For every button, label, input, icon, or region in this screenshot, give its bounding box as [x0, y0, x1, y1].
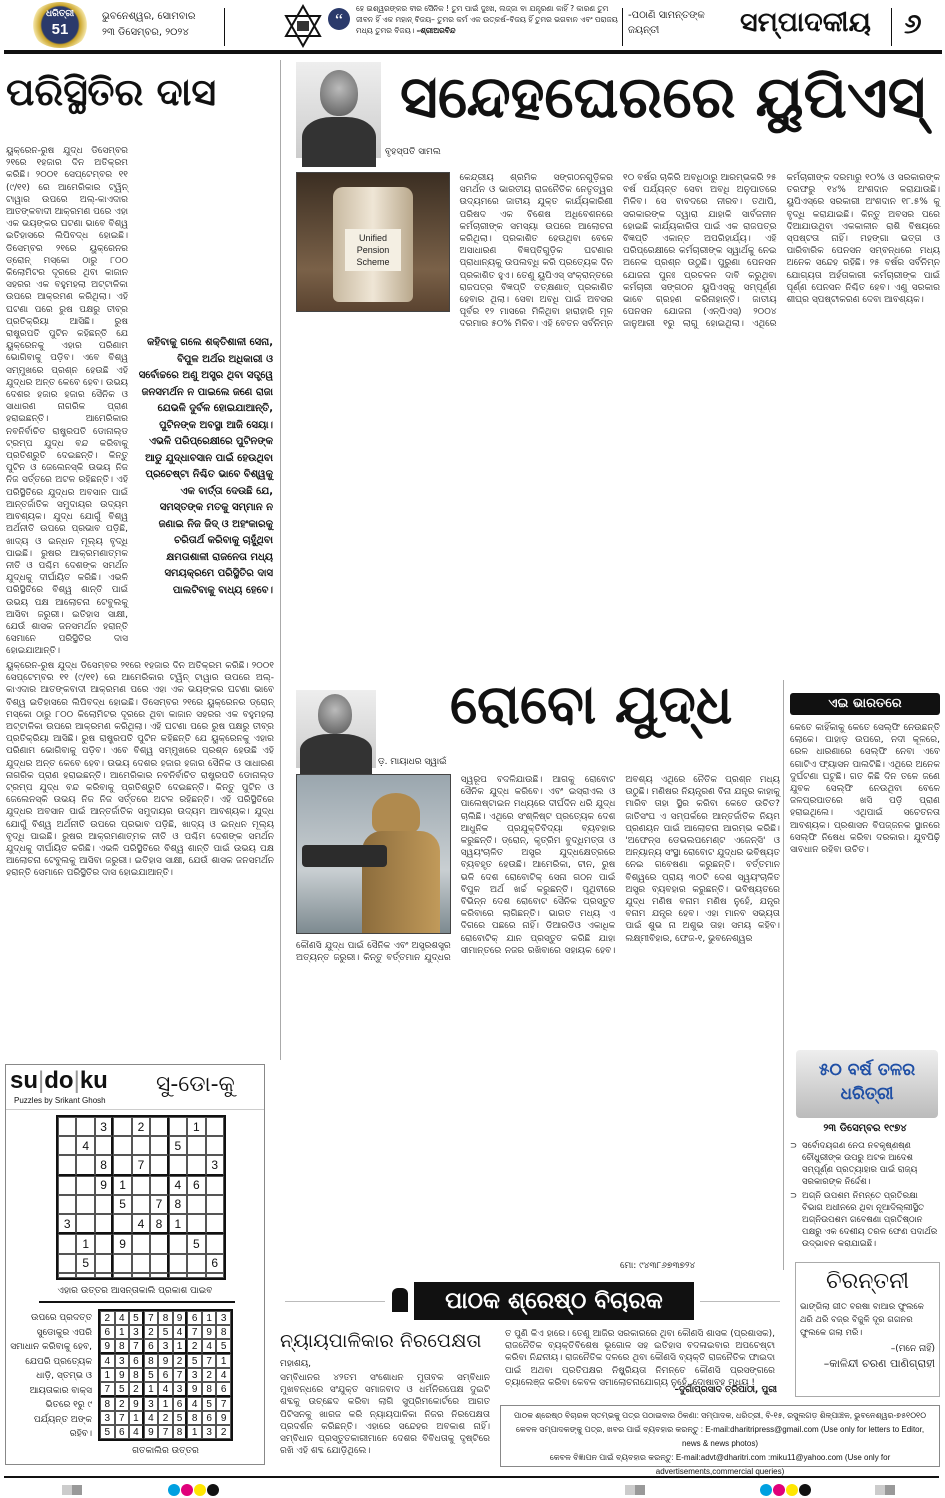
sudoku-cell: 7: [144, 1311, 159, 1325]
editorial-pullquote: କହିବାକୁ ଗଲେ ଶକ୍ତିଶାଳୀ ସେନା, ବିପୁଳ ଅର୍ଥର ଅଧିକାରୀ ଓ ସର୍ବୋଚ୍ଚରେ ଅଣୁ ଅସ୍ତ୍ର ଥିବା ସତ୍ତ୍ୱେ ଜନସମର୍ଥନ ନ ପାଇଲେ ଜଣେ ରାଜା ଯେଭଳି ଦୁର୍ବଳ ହୋଇଯାଆନ୍ତି, ପୁଟିନଙ୍କ ଅବସ୍ଥା ଆଜି ସେୟା। ଏଭଳି ପରିପ୍ରେକ୍ଷୀରେ ପୁଟିନଙ୍କ ଆଡୁ ଯୁଦ୍ଧାବସାନ ପାଇଁ ହେଉଥିବା ପ୍ରଚେଷ୍ଟା ନିଶ୍ଚିତ ଭାବେ ବିଶ୍ୱକୁ ଏକ ବାର୍ତ୍ତା ଦେଉଛି ଯେ, ସମସ୍ତଙ୍କ ମତକୁ ସମ୍ମାନ ନ ଜଣାଇ ନିଜ ଜିଦ୍ ଓ ଅହଂକାରକୁ ଚରିତାର୍ଥ କରିବାକୁ ଚାହୁଁଥିବା କ୍ଷମତାଶାଳୀ ରାଜନେତା ମଧ୍ୟ ସମୟକ୍ରମେ ପରିସ୍ଥିତିର ଦାସ ପାଲଟିବାକୁ ବାଧ୍ୟ ହେବେ।: [138, 337, 273, 596]
issue-date: ୨୩ ଡିସେମ୍ବର, ୨୦୨୪: [102, 27, 189, 38]
soldier-helmet: [372, 793, 420, 833]
sudoku-cell: 5: [187, 1234, 205, 1253]
dharitri-51-logo: [30, 2, 90, 48]
sudoku-cell: 9: [158, 1354, 173, 1368]
sudoku-cell: 1: [187, 1425, 202, 1439]
sudoku-cell: 5: [169, 1136, 187, 1155]
sudoku-cell: 3: [95, 1117, 113, 1136]
registration-mark: [875, 1485, 895, 1495]
magenta-dot: [181, 1484, 193, 1496]
sudoku-cell: 1: [216, 1354, 231, 1368]
ei-bharatare-title: ଏଇ ଭାରତରେ: [828, 696, 902, 711]
cyan-dot: [760, 1484, 772, 1496]
sudoku-cell: 3: [144, 1397, 159, 1411]
sudoku-cell: 8: [202, 1382, 217, 1397]
sudoku-cell: 3: [115, 1354, 130, 1368]
sudoku-cell: 7: [173, 1368, 188, 1382]
dharitri-50-date: ୨୩ ଡିସେମ୍ବର ୧୯୭୪: [823, 1123, 907, 1134]
letters-rule-left: [285, 1301, 385, 1302]
sudoku-cell: [132, 1234, 150, 1253]
sudoku-cell: 5: [173, 1411, 188, 1425]
sudoku-cell: 4: [100, 1354, 115, 1368]
daily-quote: [356, 3, 618, 36]
news-item-text: ସର୍ବୋଦୟଗଣ ନେତା ନବକୃଷ୍ଣଷ୍ଣ ଚୌଧୁରୀଙ୍କ ଉପରୁ ଅଟକ ଆଦେଶ ସମ୍ପୂର୍ଣ୍ଣ ପ୍ରତ୍ୟାହାର ପାଇଁ ରାଜ୍ୟ ସରକାରଙ୍କ ନିର୍ଦ୍ଦେଶ।: [802, 1141, 918, 1187]
sudoku-cell: [113, 1136, 131, 1155]
robot-soldier-image: [296, 774, 451, 934]
sudoku-cell: 3: [187, 1368, 202, 1382]
sudoku-cell: 2: [173, 1354, 188, 1368]
sudoku-cell: 9: [113, 1234, 131, 1253]
editorial-body: ୟୁକ୍ରେନ-ରୁଷ ଯୁଦ୍ଧ ଡିସେମ୍ବର ୨୧ରେ ୧ହଜାର ଦିନ ଅତିକ୍ରମ କରିଛି। ୨୦୦୧ ସେପ୍ଟେମ୍ବର ୧୧ (୯/୧୧) ରେ ଆମେରିକାର ଟ୍ୱିନ୍ ଟାୱାର ଉପରେ ଅଲ୍-କାଏଦାର ଆତଙ୍କବାଦୀ ଆକ୍ରମଣ ପରେ ଏହା ଏକ ଭୟଙ୍କର ଘଟଣା ଭାବେ ବିଶ୍ୱ ଇତିହାସରେ ଲିପିବଦ୍ଧ ହୋଇଛି। ଡିସେମ୍ବର ୨୧ରେ ୟୁକ୍ରେନର ଡ୍ରୋନ୍ ମସ୍କୋ ଠାରୁ ୮୦୦ କିଲୋମିଟର ଦୂରରେ ଥିବା କାଜାନ ସହରର ଏକ ବହୁମହଲା ଅଟ୍ଟାଳିକା ଉପରେ ଆକ୍ରମଣ କରିଥିଲା। ଏହି ଘଟଣା ପରେ ରୁଷ ପକ୍ଷରୁ ତୀବ୍ର ପ୍ରତିକ୍ରିୟା ଆସିଛି। ରୁଷ ରାଷ୍ଟ୍ରପତି ପୁଟିନ କହିଛନ୍ତି ଯେ ୟୁକ୍ରେନକୁ ଏହାର ପରିଣାମ ଭୋଗିବାକୁ ପଡ଼ିବ। ଏବେ ବିଶ୍ୱ ସମ୍ମୁଖରେ ପ୍ରଶ୍ନ ହେଉଛି ଏହି ଯୁଦ୍ଧର ଅନ୍ତ କେବେ ହେବ। ଉଭୟ ଦେଶର ହଜାର ହଜାର ସୈନିକ ଓ ସାଧାରଣ ନାଗରିକ ପ୍ରାଣ ହରାଇଛନ୍ତି। ଆମେରିକାର ନବନିର୍ବାଚିତ ରାଷ୍ଟ୍ରପତି ଡୋନାଲ୍ଡ ଟ୍ରମ୍ପ ଯୁଦ୍ଧ ବନ୍ଦ କରିବାକୁ ପ୍ରତିଶ୍ରୁତି ଦେଇଛନ୍ତି। କିନ୍ତୁ ପୁଟିନ ଓ ଜେଲେନସ୍କି ଉଭୟ ନିଜ ନିଜ ସର୍ତ୍ତରେ ଅଟଳ ରହିଛନ୍ତି। ଏହି ପରିସ୍ଥିତିରେ ଯୁଦ୍ଧର ଅବସାନ ପାଇଁ ଆନ୍ତର୍ଜାତିକ ସମୁଦାୟର ଉଦ୍ୟମ ଆବଶ୍ୟକ। ଯୁଦ୍ଧ ଯୋଗୁଁ ବିଶ୍ୱ ଅର୍ଥନୀତି ଉପରେ ପ୍ରଭାବ ପଡ଼ିଛି, ଖାଦ୍ୟ ଓ ଇନ୍ଧନ ମୂଲ୍ୟ ବୃଦ୍ଧି ପାଇଛି। ରୁଷର ଆକ୍ରମଣାତ୍ମକ ନୀତି ଓ ପଶ୍ଚିମ ଦେଶଙ୍କ ସମର୍ଥନ ଯୁଦ୍ଧକୁ ଦୀର୍ଘାୟିତ କରିଛି। ଏଭଳି ପରିସ୍ଥିତିରେ ବିଶ୍ୱ ଶାନ୍ତି ପାଇଁ ଉଭୟ ପକ୍ଷ ଆଲୋଚନା ଟେବୁଲକୁ ଆସିବା ଜରୁରୀ। ଇତିହାସ ସାକ୍ଷୀ, ଯେଉଁ ଶାସକ ଜନସମର୍ଥନ ହରାନ୍ତି ସେମାନେ ପରିସ୍ଥିତିର ଦାସ ହୋଇଯାଆନ୍ତି।: [6, 146, 128, 657]
sudoku-cell: 6: [173, 1397, 188, 1411]
sudoku-title-en: su|do|ku: [10, 1067, 108, 1094]
sudoku-cell: 7: [115, 1411, 130, 1425]
sudoku-title-odia: ସୁ-ଡୋ-କୁ: [156, 1072, 235, 1097]
sudoku-cell: 7: [129, 1339, 144, 1354]
yellow-dot: [786, 1484, 798, 1496]
sudoku-cell: [95, 1195, 113, 1214]
address-line: ପାଠକ ଶ୍ରେଷ୍ଠ ବିଚାରକ ସ୍ତମ୍ଭକୁ ପତ୍ର ପଠାଇବାର ଠିକଣା: ସମ୍ପାଦକ, ଧରିତ୍ରୀ, ବି-୧୫, ରସୁଲଗଡ଼ ଶିଳ୍ପାଞ୍ଚଳ, ଭୁବନେଶ୍ୱର-୭୫୧୦୧୦: [514, 1411, 926, 1420]
sudoku-cell: 8: [216, 1325, 231, 1339]
dharitri-50-list: [790, 1140, 940, 1250]
robo-phone: ମୋ: ୯୪୩୮୬୭୩୭୨୪: [620, 1261, 696, 1271]
news-item: [790, 1190, 940, 1250]
letter-title: ନ୍ୟାୟପାଳିକାର ନିରପେକ୍ଷତା: [280, 1330, 482, 1352]
quote-mark-icon: “: [328, 8, 350, 30]
sudoku-cell: [95, 1234, 113, 1253]
sudoku-cell: 5: [76, 1254, 94, 1273]
registration-mark: [62, 1485, 82, 1495]
sudoku-cell: [76, 1117, 94, 1136]
sudoku-cell: [95, 1254, 113, 1273]
sudoku-cell: 3: [216, 1311, 231, 1325]
chirantani-source: –(ମନେ ନାହିଁ): [890, 1344, 935, 1354]
weapon: [302, 845, 387, 867]
sudoku-cell: [187, 1155, 205, 1175]
magenta-dot: [773, 1484, 785, 1496]
sudoku-cell: [95, 1273, 113, 1278]
divider: [891, 8, 892, 46]
sudoku-cell: 9: [216, 1411, 231, 1425]
sudoku-cell: 2: [216, 1425, 231, 1439]
sudoku-cell: [95, 1136, 113, 1155]
ups-body: କେନ୍ଦ୍ରୀୟ ଶ୍ରମିକ ସଙ୍ଗଠନଗୁଡ଼ିକର ସମର୍ଥନ ଓ ଭାରତୀୟ ରାଜନୈତିକ ନେତୃତ୍ୱର ଉଦ୍ୟମରେ ଜାତୀୟ ଯୁକ୍ତ କାର୍ଯ୍ୟକାରିଣୀ ପରିଷଦ ଏକ ବିଶେଷ ଅଧିବେଶନରେ କର୍ମଚାରୀଙ୍କ ସମସ୍ୟା ଉପରେ ଆଲୋଚନା କରିଥିଲା। ପ୍ରକାଶିତ ହେଉଥିବା ବେଳେ ଅସାଧାରଣ ବିଜ୍ଞପ୍ତିଗୁଡ଼ିକ ଘଟଣାର ପ୍ରାଧାନ୍ୟକୁ ଉପଲବ୍ଧି କରି ପ୍ରତ୍ୟେକ ଦିନ ପ୍ରକାଶିତ ହୁଏ। ତେଣୁ ୟୁପିଏସ୍ ସଂକ୍ରାନ୍ତରେ ରାଜପତ୍ର ବିଜ୍ଞପ୍ତି ତତ୍କ୍ଷଣାତ୍ ପ୍ରକାଶିତ ହେବାର ଥିଲା। ସେବା ଅବଧି ପାଇଁ ଅବସର ପୂର୍ବର ୧୨ ମାସରେ ମିଳିଥିବା ହାରାହାରି ମୂଳ ଦରମାର ୫୦% ମିଳିବ। ଏହି ବେତନ ସର୍ବନିମ୍ନ ୧୦ ବର୍ଷର ଚାକିରି ଅବଧିଠାରୁ ଆରମ୍ଭକରି ୨୫ ବର୍ଷ ପର୍ଯ୍ୟନ୍ତ ସେବା ଅବଧି ଅନୁପାତରେ ମିଳିବ। ସେ ବାବଦରେ ନୀରବ। ତଥାପି, ସରକାରଙ୍କ ଦ୍ୱାରା ଯାହାକି ସାର୍ବଜନୀନ ହୋଇଛି କାର୍ଯ୍ୟକାରିତା ପାଇଁ ଏକ ରାଜପତ୍ର ବିଜ୍ଞପ୍ତି ଏକାନ୍ତ ଅପରିହାର୍ଯ୍ୟ। ଏହି ପରିପ୍ରେକ୍ଷୀରେ କର୍ମଚାରୀଙ୍କ ସ୍ୱାର୍ଥକୁ ନେଇ ଅନେକ ପ୍ରଶ୍ନ ଉଠୁଛି। ପୁରୁଣା ପେନସନ ଯୋଜନା ପୁନଃ ପ୍ରଚଳନ ଦାବି କରୁଥିବା କର୍ମଚାରୀ ସଙ୍ଗଠନ ୟୁପିଏସ୍କୁ ସମ୍ପୂର୍ଣ୍ଣ ଭାବେ ଗ୍ରହଣ କରିନାହାନ୍ତି। ଜାତୀୟ ପେନସନ ଯୋଜନା (ଏନ୍ପିଏସ୍) ୨୦୦୪ ଜାନୁଆରୀ ୧ରୁ ଲାଗୁ ହୋଇଥିଲା। ଏଥିରେ କର୍ମଚାରୀଙ୍କ ଦରମାରୁ ୧୦% ଓ ସରକାରଙ୍କ ତରଫରୁ ୧୪% ଅଂଶଦାନ କରାଯାଉଛି। ୟୁପିଏସ୍ରେ ସରକାରୀ ଅଂଶଦାନ ୧୮.୫% କୁ ବୃଦ୍ଧି କରାଯାଇଛି। କିନ୍ତୁ ଅବସର ପରେ ଦିଆଯାଉଥିବା ଏକକାଳୀନ ରାଶି ବିଷୟରେ ସ୍ପଷ୍ଟତା ନାହିଁ। ମହଙ୍ଗା ଭତ୍ତା ଓ ପାରିବାରିକ ପେନସନ ସମ୍ବନ୍ଧରେ ମଧ୍ୟ ଅନେକ ସନ୍ଦେହ ରହିଛି। ୨୫ ବର୍ଷର ସର୍ବନିମ୍ନ ଯୋଗ୍ୟତା ଅର୍ହତାକାରୀ କର୍ମଚାରୀଙ୍କ ପାଇଁ ପୂର୍ଣ୍ଣ ପେନସନ ନିଶ୍ଚିତ ହେବ। ଏଣୁ ସରକାର ଶୀଘ୍ର ସ୍ପଷ୍ଟୀକରଣ ଦେବା ଆବଶ୍ୟକ।: [459, 173, 940, 330]
sudoku-cell: 5: [202, 1397, 217, 1411]
sudoku-cell: 5: [129, 1311, 144, 1325]
sudoku-cell: [95, 1214, 113, 1234]
star-emblem-icon: [283, 4, 323, 48]
sudoku-cell: [169, 1234, 187, 1253]
sudoku-cell: 7: [150, 1195, 168, 1214]
sudoku-cell: 8: [173, 1425, 188, 1439]
sudoku-cell: 2: [129, 1382, 144, 1397]
sudoku-cell: [132, 1136, 150, 1155]
sudoku-cell: [150, 1117, 168, 1136]
quote-author: –ଶ୍ରୀଅରବିନ୍ଦ: [416, 26, 456, 35]
sudoku-cell: 9: [115, 1368, 130, 1382]
sudoku-cell: 2: [144, 1325, 159, 1339]
letter-salutation: ମହାଶୟ,: [280, 1359, 312, 1369]
masthead-rule: [4, 50, 942, 54]
sudoku-cell: 9: [144, 1425, 159, 1439]
sudoku-cell: 1: [100, 1368, 115, 1382]
sudoku-cell: [206, 1273, 224, 1278]
sudoku-cell: 6: [144, 1339, 159, 1354]
sudoku-cell: 9: [173, 1311, 188, 1325]
sudoku-cell: [187, 1214, 205, 1234]
sudoku-cell: 1: [129, 1411, 144, 1425]
sudoku-cell: 2: [202, 1368, 217, 1382]
sudoku-cell: 3: [100, 1411, 115, 1425]
sudoku-cell: 6: [100, 1325, 115, 1339]
letter-body-right: ତ ପୁଣି କିଏ ହାରେ। ତେଣୁ ଆଜିର ସରକାରରେ ଥିବା କୌଣସି ଶାସକ (ପ୍ରଶାସକ), ରାଜନୈତିକ ବ୍ୟକ୍ତିବିଶେଷ ଭୂଗୋଳ ସହ ଇତିହାସ ବଦଳାଇବାର ଅପଚେଷ୍ଟା କରିବା ନିନ୍ଦନୀୟ। ରାଜନୈତିକ ଦଳରେ ଥିବା କୌଣସି ବ୍ୟକ୍ତି ରାଜନୈତିକ ଫାଇଦା ପାଇଁ ଅଥବା ପ୍ରତିପକ୍ଷର ନିଷ୍କ୍ରିୟତା ନିମନ୍ତେ କୌଣସି ପ୍ରସଙ୍ଗରେ ଚ୍ୟାଲେଞ୍ଜ କରିବା କେବଳ ସମାଲୋଚନାଯୋଗ୍ୟ ନୁହେଁ, ଦୋଷାବହ ମଧ୍ୟ !: [505, 1329, 775, 1388]
sudoku-cell: 2: [187, 1339, 202, 1354]
author-name: ବୃହସ୍ପତି ସାମଲ: [385, 147, 441, 157]
sudoku-cell: [169, 1117, 187, 1136]
sudoku-cell: [150, 1155, 168, 1175]
sudoku-cell: 7: [132, 1155, 150, 1175]
sudoku-cell: 9: [202, 1325, 217, 1339]
sudoku-cell: 4: [76, 1136, 94, 1155]
solution-label: ଗତକାଲିର ଉତ୍ତର: [132, 1446, 199, 1456]
sudoku-cell: 2: [100, 1311, 115, 1325]
sudoku-title-part: ku: [79, 1067, 108, 1094]
sudoku-cell: [187, 1254, 205, 1273]
sudoku-cell: 3: [129, 1325, 144, 1339]
sudoku-puzzle-grid: [56, 1115, 226, 1280]
ups-headline: ସନ୍ଦେହଘେରରେ ୟୁପିଏସ୍: [400, 63, 926, 131]
address-email-editor: କେବଳ ସମ୍ପାଦକଙ୍କୁ ପତ୍ର, ଖବର ପାଇଁ ବ୍ୟବହାର କରନ୍ତୁ : E-mail:dharitripress@gmail.com (Use only for letters to Editor, news & news photos): [515, 1425, 925, 1448]
letter-body-left: ସମ୍ବିଧାନର ୪୨ତମ ସଂଶୋଧନ ମୁତାବକ ସମ୍ବିଧାନ ମୁଖବନ୍ଧରେ ସଂଯୁକ୍ତ ସମାଜବାଦ ଓ ଧର୍ମନିରପେକ୍ଷ ଦୁଇଟି ଶବ୍ଦକୁ ଉଚ୍ଛେଦ କରିବା ଲାଗି ସୁପ୍ରିମକୋର୍ଟରେ ଆଗତ ପିଟିସନକୁ ଖାରଜ କରି ନ୍ୟାୟପାଳିକା ନିଜର ନିରପେକ୍ଷତା ପ୍ରଦର୍ଶନ କରିଛନ୍ତି। ଏହାରେ ସନ୍ଦେହର ଅବକାଶ ନାହିଁ। ସମ୍ବିଧାନ ପ୍ରସ୍ତୁତକାରୀମାନେ ଦେଶର ବିବିଧତାକୁ ଦୃଷ୍ଟିରେ ରଖି ଏହି ଶବ୍ଦ ଯୋଡ଼ିଥିଲେ।: [280, 1373, 490, 1457]
jar-label: Unified Pension Scheme: [345, 229, 401, 271]
ei-bharatare-header: [790, 693, 940, 715]
sudoku-cell: [169, 1254, 187, 1273]
news-item-text: ଅଗ୍ନି ଉପଶମ ନିମନ୍ତେ ପ୍ରତିରକ୍ଷା ବିଭାଗ ଅଧୀନରେ ଥିବା ନୂଆଦିଲ୍ଲୀସ୍ଥିତ ଅଗ୍ନିଉପଶମ ଗବେଷଣା ପ୍ରତିଷ୍ଠାନ ପକ୍ଷରୁ ଏକ ଦେଶୀୟ ତରଳ ଫେଣ ପଦାର୍ଥର ଉଦ୍ଭାବନ କରାଯାଇଛି।: [802, 1191, 938, 1249]
sudoku-cell: [58, 1254, 76, 1273]
address-email-ads: କେବଳ ବିଜ୍ଞାପନ ପାଇଁ ବ୍ୟବହାର କରନ୍ତୁ: E-mail:advt@dharitri.com :miku11@yahoo.com (Use only for advertisements,commercial queries): [549, 1453, 891, 1476]
sudoku-cell: 8: [150, 1214, 168, 1234]
robo-body: କୌଣସି ଯୁଦ୍ଧ ପାଇଁ ସୈନିକ ଏବଂ ଅସ୍ତ୍ରଶସ୍ତ୍ର ଅତ୍ୟନ୍ତ ଜରୁରୀ। କିନ୍ତୁ ବର୍ତ୍ତମାନ ଯୁଦ୍ଧର ସ୍ୱରୂପ ବଦଳିଯାଉଛି। ଆଗକୁ ରୋବୋଟ ସୈନିକ ଯୁଦ୍ଧ କରିବେ। ଏବଂ ଇସ୍ରାଏଲ ଓ ପାଲେଷ୍ଟାଇନ ମଧ୍ୟରେ ଦୀର୍ଘଦିନ ଧରି ଯୁଦ୍ଧ ଚାଲିଛି। ଏଥିରେ ସଂଶ୍ଳିଷ୍ଟ ପ୍ରତ୍ୟେକ ଦେଶ ଆଧୁନିକ ପ୍ରଯୁକ୍ତିବିଦ୍ୟା ବ୍ୟବହାର କରୁଛନ୍ତି। ଡ୍ରୋନ୍, କୃତ୍ରିମ ବୁଦ୍ଧିମତ୍ତା ଓ ସ୍ୱୟଂଚାଳିତ ଅସ୍ତ୍ର ଯୁଦ୍ଧକ୍ଷେତ୍ରରେ ବ୍ୟବହୃତ ହେଉଛି। ଆମେରିକା, ଚୀନ, ରୁଷ ଭଳି ଦେଶ ରୋବୋଟିକ୍ ସେନା ଗଠନ ପାଇଁ ବିପୁଳ ଅର୍ଥ ଖର୍ଚ୍ଚ କରୁଛନ୍ତି। ପୃଥିବୀରେ ବିଭିନ୍ନ ଦେଶ ରୋବୋଟ ସୈନିକ ପ୍ରସ୍ତୁତ କରିବାରେ ଲାଗିଛନ୍ତି। ଭାରତ ମଧ୍ୟ ଏ ଦିଗରେ ପଛରେ ନାହିଁ। ଡିଆରଡିଓ ଏକାଧିକ ରୋବୋଟିକ୍ ଯାନ ପ୍ରସ୍ତୁତ କରିଛି ଯାହା ସୀମାନ୍ତରେ ନଜର ରଖିବାରେ ସହାୟକ ହେବ। ଅବଶ୍ୟ ଏଥିରେ ନୈତିକ ପ୍ରଶ୍ନ ମଧ୍ୟ ଉଠୁଛି। ମଣିଷର ନିୟନ୍ତ୍ରଣ ବିନା ଯନ୍ତ୍ର କାହାକୁ ମାରିବ ତାହା ସ୍ଥିର କରିବା କେତେ ଉଚିତ? ଜାତିସଂଘ ଏ ସମ୍ପର୍କରେ ଆନ୍ତର୍ଜାତିକ ନିୟମ ପ୍ରଣୟନ ପାଇଁ ଆଲୋଚନା ଆରମ୍ଭ କରିଛି। 'ଅଫେନ୍ସ ଡେଭଲପମେଣ୍ଟ ଏଜେନ୍ସି' ଓ ଅନ୍ୟାନ୍ୟ ସଂସ୍ଥା ରୋବୋଟ ଯୁଦ୍ଧର ଭବିଷ୍ୟତ ନେଇ ଗବେଷଣା କରୁଛନ୍ତି। ବର୍ତ୍ତମାନ ବିଶ୍ୱରେ ପ୍ରାୟ ୩୦ଟି ଦେଶ ସ୍ୱୟଂଚାଳିତ ଅସ୍ତ୍ର ବ୍ୟବହାର କରୁଛନ୍ତି। ଭବିଷ୍ୟତରେ ଯୁଦ୍ଧ ମଣିଷ ବନାମ ମଣିଷ ନୁହେଁ, ଯନ୍ତ୍ର ବନାମ ଯନ୍ତ୍ର ହେବ। ଏହା ମାନବ ସଭ୍ୟତା ପାଇଁ ଶୁଭ ନା ଅଶୁଭ ତାହା ସମୟ କହିବ। ଲକ୍ଷ୍ମୀବିହାର, ଫେଜ-୧, ଭୁବନେଶ୍ୱର: [296, 775, 780, 964]
sudoku-cell: 3: [206, 1155, 224, 1175]
sudoku-cell: 1: [76, 1234, 94, 1253]
divider: [39, 1301, 235, 1303]
sudoku-cell: 6: [129, 1354, 144, 1368]
chirantani-poet: –କାଳିନ୍ଦୀ ଚରଣ ପାଣିଗ୍ରାହୀ: [823, 1357, 935, 1370]
sudoku-cell: [132, 1254, 150, 1273]
sudoku-cell: [206, 1136, 224, 1155]
footer-rule: [4, 1476, 939, 1478]
registration-mark: [625, 1485, 645, 1495]
chirantani-title: ଚିରନ୍ତନୀ: [825, 1269, 910, 1294]
sudoku-cell: 4: [216, 1368, 231, 1382]
sudoku-cell: [76, 1214, 94, 1234]
sudoku-cell: [132, 1176, 150, 1195]
sudoku-cell: [113, 1155, 131, 1175]
sudoku-cell: 5: [115, 1382, 130, 1397]
sudoku-cell: 4: [158, 1382, 173, 1397]
sudoku-cell: [58, 1273, 76, 1278]
sudoku-box: [5, 1064, 265, 1465]
sudoku-cell: 2: [132, 1117, 150, 1136]
sudoku-cell: 1: [187, 1117, 205, 1136]
sudoku-cell: 1: [169, 1214, 187, 1234]
author-photo: [296, 690, 376, 768]
sudoku-cell: 6: [216, 1382, 231, 1397]
sudoku-cell: 9: [95, 1176, 113, 1195]
letters-banner-text: ପାଠକ ଶ୍ରେଷ୍ଠ ବିଚାରକ: [445, 1288, 663, 1314]
column-divider: [783, 680, 784, 1270]
sudoku-cell: 5: [100, 1425, 115, 1439]
sudoku-cell: 3: [158, 1339, 173, 1354]
mailbox-icon: [392, 1288, 408, 1312]
sudoku-cell: [58, 1117, 76, 1136]
sudoku-cell: 8: [158, 1311, 173, 1325]
sudoku-cell: 5: [216, 1339, 231, 1354]
sudoku-cell: 4: [144, 1411, 159, 1425]
column-divider: [280, 60, 281, 1060]
quote-text: ହେ ଇଶ୍ୱରଙ୍କର ବୀର ସୈନିକ ! ତୁମ ପାଇଁ ଦୁଃଖ, ଲଜ୍ଜା ବା ଯନ୍ତ୍ରଣା କାହିଁ ? କାରଣ ତୁମ ଜୀବନ ହିଁ ଏକ ମହାନ୍ ବିଜୟ– ତୁମର କର୍ମ ଏକ ଉତ୍କର୍ଷ–ବିଜୟ ହିଁ ତୁମର ଭଗବାନ ଏବଂ ପରାଜୟ ମଧ୍ୟ ତୁମର ବିଜୟ।: [356, 4, 618, 35]
sudoku-cell: 1: [158, 1397, 173, 1411]
black-dot: [799, 1484, 811, 1496]
sudoku-cell: 1: [202, 1311, 217, 1325]
sudoku-cell: [58, 1155, 76, 1175]
sudoku-cell: [187, 1136, 205, 1155]
chirantani-verse: ଭାଙ୍ଗିଲା ଗୀତ ବରଷା ବାଆର ଫୁଲକେ ଥରି ଥରି ବଜ୍ର ବିଜୁଳି ଦୂର ଗଗନର ଫୁଲକେ ଗଲା ମରି।: [800, 1302, 924, 1338]
cyan-dot: [168, 1484, 180, 1496]
sudoku-cell: 6: [158, 1368, 173, 1382]
sudoku-cell: [113, 1273, 131, 1278]
divider: [622, 8, 623, 46]
sudoku-cell: 7: [202, 1354, 217, 1368]
sudoku-cell: 4: [173, 1325, 188, 1339]
sudoku-cell: 4: [202, 1339, 217, 1354]
sudoku-cell: [132, 1273, 150, 1278]
sudoku-cell: [150, 1136, 168, 1155]
sudoku-cell: [206, 1234, 224, 1253]
sudoku-cell: [76, 1176, 94, 1195]
logo-years: 51: [51, 21, 69, 38]
sudoku-cell: 6: [202, 1411, 217, 1425]
sudoku-cell: 7: [216, 1397, 231, 1411]
sudoku-instructions: ଉପରେ ପ୍ରଦତ୍ତ ସୁଡୋକୁର ଏପରି ସମାଧାନ କରିବାକୁ ହେବ, ଯେପରି ପ୍ରତ୍ୟେକ ଧାଡ଼ି, ସ୍ତମ୍ଭ ଓ ଆୟତାକାର ବାକ୍ସ ଭିତରେ ୧ରୁ ୯ ପର୍ଯ୍ୟନ୍ତ ଅଙ୍କ ରହିବ।: [10, 1313, 92, 1439]
sudoku-cell: [206, 1195, 224, 1214]
sudoku-cell: 3: [58, 1214, 76, 1234]
sudoku-cell: [169, 1155, 187, 1175]
sudoku-cell: 6: [206, 1254, 224, 1273]
address-box: [500, 1405, 940, 1476]
sudoku-cell: [58, 1234, 76, 1253]
sudoku-cell: 8: [169, 1195, 187, 1214]
sudoku-solution-grid: [98, 1309, 233, 1441]
author-name: ଡ଼. ମାୟାଧର ସ୍ୱାଇଁ: [378, 757, 447, 767]
sudoku-cell: [58, 1136, 76, 1155]
sudoku-cell: [150, 1273, 168, 1278]
sudoku-cell: 7: [100, 1382, 115, 1397]
anniversary-note: -ପଠାଣି ସାମନ୍ତଙ୍କ ଜୟନ୍ତୀ: [628, 10, 705, 36]
sudoku-cell: [150, 1254, 168, 1273]
sudoku-cell: [150, 1176, 168, 1195]
sudoku-cell: 6: [187, 1176, 205, 1195]
sudoku-cell: 7: [158, 1425, 173, 1439]
sudoku-cell: 1: [144, 1382, 159, 1397]
ups-body-columns: [296, 172, 940, 665]
letters-banner: [414, 1282, 694, 1320]
sudoku-cell: [113, 1117, 131, 1136]
sudoku-cell: 8: [100, 1397, 115, 1411]
sudoku-cell: 1: [115, 1325, 130, 1339]
sudoku-cell: 4: [129, 1425, 144, 1439]
sudoku-cell: [76, 1155, 94, 1175]
sudoku-cell: 9: [129, 1397, 144, 1411]
chirantani-box: [795, 1262, 940, 1397]
sudoku-cell: 4: [132, 1214, 150, 1234]
sudoku-cell: 2: [158, 1411, 173, 1425]
sudoku-cell: [76, 1273, 94, 1278]
ei-bharatare-body: କେତେ କାହିଁକାକୁ କେତେ ସେଲ୍ଫି ନେଉଛନ୍ତି ଲୋକେ। ପାହାଡ଼ ଉପରେ, ନଦୀ କୂଳରେ, ରେଳ ଧାରଣାରେ ସେଲ୍ଫି ନେବା ଏବେ ଗୋଟିଏ ଫ୍ୟାସନ ପାଲଟିଛି। ଏଥିରେ ଅନେକ ଦୁର୍ଘଟଣା ଘଟୁଛି। ଗତ କିଛି ଦିନ ତଳେ ଜଣେ ଯୁବକ ସେଲ୍ଫି ନେଉଥିବା ବେଳେ ଜଳପ୍ରପାତରେ ଖସି ପଡ଼ି ପ୍ରାଣ ହରାଇଥିଲେ। ଏଥିପାଇଁ ସଚେତନତା ଆବଶ୍ୟକ। ପ୍ରଶାସନ ବିପଜ୍ଜନକ ସ୍ଥାନରେ ସେଲ୍ଫି ନିଷେଧ କରିବା ଦରକାର। ଯୁବପିଢ଼ି ସାବଧାନ ରହିବା ଉଚିତ।: [790, 723, 940, 856]
sudoku-cell: 1: [173, 1339, 188, 1354]
sudoku-cell: 4: [169, 1176, 187, 1195]
pension-jar-image: [296, 172, 450, 312]
sudoku-cell: [150, 1234, 168, 1253]
sudoku-cell: 5: [187, 1354, 202, 1368]
sudoku-cell: [206, 1176, 224, 1195]
sudoku-cell: [58, 1176, 76, 1195]
robo-body-columns: [296, 774, 780, 1256]
sudoku-cell: [132, 1195, 150, 1214]
sudoku-cell: 7: [187, 1325, 202, 1339]
sudoku-cell: 3: [202, 1425, 217, 1439]
divider: [224, 8, 225, 46]
sudoku-cell: [113, 1214, 131, 1234]
yellow-dot: [194, 1484, 206, 1496]
sudoku-cell: [206, 1214, 224, 1234]
sudoku-cell: 9: [187, 1382, 202, 1397]
news-item: [790, 1140, 940, 1188]
sudoku-cell: [187, 1195, 205, 1214]
letter-signature: –ଦୁର୍ଗାପ୍ରସାଦ ତ୍ରିପାଠୀ, ପୁରୀ: [674, 1385, 777, 1395]
sudoku-cell: 5: [144, 1368, 159, 1382]
dharitri-50-logo: [796, 1050, 938, 1118]
sudoku-cell: 3: [173, 1382, 188, 1397]
sudoku-byline: Puzzles by Srikant Ghosh: [14, 1096, 106, 1105]
sudoku-cell: 9: [100, 1339, 115, 1354]
sudoku-cell: 8: [129, 1368, 144, 1382]
bullet-icon: ⊃: [790, 1191, 798, 1201]
sudoku-title-part: do: [44, 1067, 74, 1094]
answer-note: ଏହାର ଉତ୍ତର ଆସନ୍ତାକାଲି ପ୍ରକାଶ ପାଇବ: [57, 1286, 213, 1296]
sudoku-cell: 1: [113, 1176, 131, 1195]
sudoku-cell: [187, 1273, 205, 1278]
sudoku-cell: 8: [115, 1339, 130, 1354]
sudoku-cell: 5: [113, 1195, 131, 1214]
sudoku-cell: [76, 1195, 94, 1214]
author-photo: [296, 62, 381, 158]
title-divider: [6, 1109, 264, 1110]
sudoku-cell: 6: [115, 1425, 130, 1439]
sudoku-cell: 8: [187, 1411, 202, 1425]
sudoku-cell: 8: [144, 1354, 159, 1368]
sudoku-title-part: su: [10, 1067, 39, 1094]
sudoku-cell: 4: [115, 1311, 130, 1325]
sudoku-cell: [206, 1117, 224, 1136]
sudoku-cell: 4: [187, 1397, 202, 1411]
robo-headline: ରୋବୋ ଯୁଦ୍ଧ: [450, 673, 733, 736]
black-dot: [207, 1484, 219, 1496]
page-number: ୬: [904, 7, 922, 40]
place-day: ଭୁବନେଶ୍ୱର, ସୋମବାର: [102, 11, 196, 22]
sudoku-cell: 2: [115, 1397, 130, 1411]
sudoku-cell: [58, 1195, 76, 1214]
editorial-body-continued: ୟୁକ୍ରେନ-ରୁଷ ଯୁଦ୍ଧ ଡିସେମ୍ବର ୨୧ରେ ୧ହଜାର ଦିନ ଅତିକ୍ରମ କରିଛି। ୨୦୦୧ ସେପ୍ଟେମ୍ବର ୧୧ (୯/୧୧) ରେ ଆମେରିକାର ଟ୍ୱିନ୍ ଟାୱାର ଉପରେ ଅଲ୍-କାଏଦାର ଆତଙ୍କବାଦୀ ଆକ୍ରମଣ ପରେ ଏହା ଏକ ଭୟଙ୍କର ଘଟଣା ଭାବେ ବିଶ୍ୱ ଇତିହାସରେ ଲିପିବଦ୍ଧ ହୋଇଛି। ଡିସେମ୍ବର ୨୧ରେ ୟୁକ୍ରେନର ଡ୍ରୋନ୍ ମସ୍କୋ ଠାରୁ ୮୦୦ କିଲୋମିଟର ଦୂରରେ ଥିବା କାଜାନ ସହରର ଏକ ବହୁମହଲା ଅଟ୍ଟାଳିକା ଉପରେ ଆକ୍ରମଣ କରିଥିଲା। ଏହି ଘଟଣା ପରେ ରୁଷ ପକ୍ଷରୁ ତୀବ୍ର ପ୍ରତିକ୍ରିୟା ଆସିଛି। ରୁଷ ରାଷ୍ଟ୍ରପତି ପୁଟିନ କହିଛନ୍ତି ଯେ ୟୁକ୍ରେନକୁ ଏହାର ପରିଣାମ ଭୋଗିବାକୁ ପଡ଼ିବ। ଏବେ ବିଶ୍ୱ ସମ୍ମୁଖରେ ପ୍ରଶ୍ନ ହେଉଛି ଏହି ଯୁଦ୍ଧର ଅନ୍ତ କେବେ ହେବ। ଉଭୟ ଦେଶର ହଜାର ହଜାର ସୈନିକ ଓ ସାଧାରଣ ନାଗରିକ ପ୍ରାଣ ହରାଇଛନ୍ତି। ଆମେରିକାର ନବନିର୍ବାଚିତ ରାଷ୍ଟ୍ରପତି ଡୋନାଲ୍ଡ ଟ୍ରମ୍ପ ଯୁଦ୍ଧ ବନ୍ଦ କରିବାକୁ ପ୍ରତିଶ୍ରୁତି ଦେଇଛନ୍ତି। କିନ୍ତୁ ପୁଟିନ ଓ ଜେଲେନସ୍କି ଉଭୟ ନିଜ ନିଜ ସର୍ତ୍ତରେ ଅଟଳ ରହିଛନ୍ତି। ଏହି ପରିସ୍ଥିତିରେ ଯୁଦ୍ଧର ଅବସାନ ପାଇଁ ଆନ୍ତର୍ଜାତିକ ସମୁଦାୟର ଉଦ୍ୟମ ଆବଶ୍ୟକ। ଯୁଦ୍ଧ ଯୋଗୁଁ ବିଶ୍ୱ ଅର୍ଥନୀତି ଉପରେ ପ୍ରଭାବ ପଡ଼ିଛି, ଖାଦ୍ୟ ଓ ଇନ୍ଧନ ମୂଲ୍ୟ ବୃଦ୍ଧି ପାଇଛି। ରୁଷର ଆକ୍ରମଣାତ୍ମକ ନୀତି ଓ ପଶ୍ଚିମ ଦେଶଙ୍କ ସମର୍ଥନ ଯୁଦ୍ଧକୁ ଦୀର୍ଘାୟିତ କରିଛି। ଏଭଳି ପରିସ୍ଥିତିରେ ବିଶ୍ୱ ଶାନ୍ତି ପାଇଁ ଉଭୟ ପକ୍ଷ ଆଲୋଚନା ଟେବୁଲକୁ ଆସିବା ଜରୁରୀ। ଇତିହାସ ସାକ୍ଷୀ, ଯେଉଁ ଶାସକ ଜନସମର୍ଥନ ହରାନ୍ତି ସେମାନେ ପରିସ୍ଥିତିର ଦାସ ହୋଇଯାଆନ୍ତି।: [6, 661, 274, 879]
sudoku-cell: [169, 1273, 187, 1278]
sudoku-cell: 6: [187, 1311, 202, 1325]
sudoku-cell: [113, 1254, 131, 1273]
letters-rule-right: [700, 1301, 780, 1302]
editorial-headline: ପରିସ୍ଥିତିର ଦାସ: [6, 70, 217, 114]
section-title: ସମ୍ପାଦକୀୟ: [740, 7, 871, 38]
sudoku-cell: 8: [95, 1155, 113, 1175]
logo-name: ଧରିତ୍ରୀ: [45, 9, 75, 19]
dharitri-50-logo-text: ୫୦ ବର୍ଷ ତଳର ଧରିତ୍ରୀ: [818, 1060, 916, 1104]
bullet-icon: ⊃: [790, 1141, 798, 1151]
sudoku-cell: 5: [158, 1325, 173, 1339]
masthead: [0, 0, 945, 54]
